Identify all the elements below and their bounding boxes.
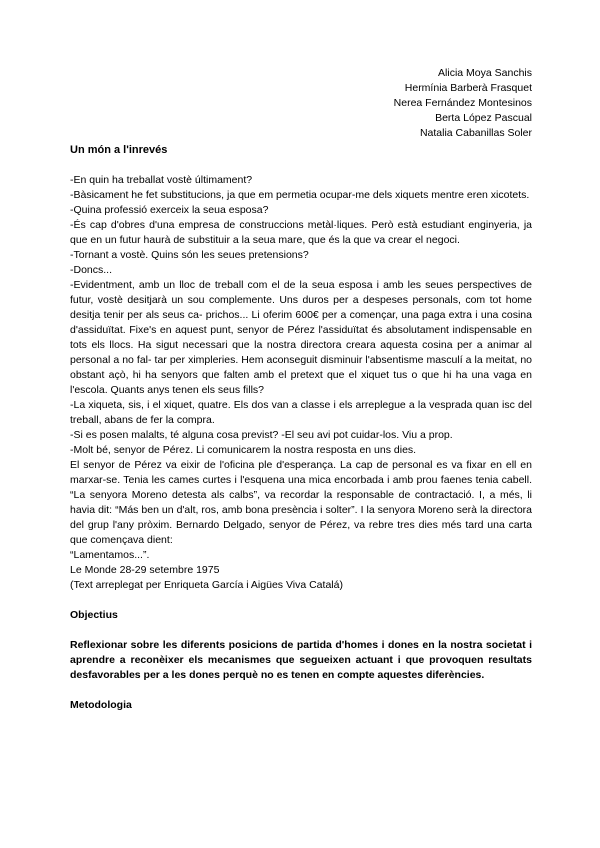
- credit-line: (Text arreplegat per Enriqueta García i Aigües Viva Catalá): [70, 579, 343, 591]
- dialogue-line: -Bàsicament he fet substitucions, ja que em permetia ocupar-me dels xiquets mentre eren xicotets.: [70, 189, 530, 201]
- document-title: Un món a l'inrevés: [70, 144, 168, 156]
- dialogue-line: -Quina professió exerceix la seua esposa?: [70, 204, 269, 216]
- dialogue-line: -Si es posen malalts, té alguna cosa previst? -El seu avi pot cuidar-los. Viu a prop.: [70, 429, 453, 441]
- section-heading-metodologia: Metodologia: [70, 699, 132, 711]
- author-name: Hermínia Barberà Frasquet: [404, 82, 532, 94]
- section-heading-objectius: Objectius: [70, 609, 118, 621]
- dialogue-line: -La xiqueta, sis, i el xiquet, quatre. Els dos van a classe i els arreplegue a la vesprada quan isc del treball, abans de fer la compra.: [70, 399, 532, 426]
- dialogue-line: -Molt bé, senyor de Pérez. Li comunicarem la nostra resposta en uns dies.: [70, 444, 417, 456]
- author-name: Nerea Fernández Montesinos: [393, 97, 532, 109]
- narrative-paragraph: El senyor de Pérez va eixir de l'oficina ple d'esperança. La cap de personal es va fixar en ell en marxar-se. Tenia les cames curtes i l'esquena una mica encorbada i amb prou faenes tenia cabell. “La senyora Moreno detesta als calbs”, va recordar la responsable de contractació. I, a més, li havia dit: “Más ben un d'alt, ros, amb bona presència i solter”. I la senyora Moreno serà la directora del grup l'any pròxim. Bernardo Delgado, senyor de Pérez, va rebre tres dies més tard una carta que començava dient:: [70, 459, 532, 546]
- author-name: Natalia Cabanillas Soler: [419, 127, 532, 139]
- quote-line: “Lamentamos...”.: [70, 549, 150, 561]
- dialogue-line: -És cap d'obres d'una empresa de construccions metàl·liques. Però està estudiant enginyeria, ja que en un futur haurà de substituir a la seua mare, que és la que va crear el negoci.: [70, 219, 532, 246]
- author-name: Alicia Moya Sanchis: [438, 67, 532, 79]
- author-name: Berta López Pascual: [435, 112, 532, 124]
- dialogue-line: -Evidentment, amb un lloc de treball com el de la seua esposa i amb les seues perspectives de futur, vostè desitjarà un sou complemente. Uns duros per a despeses personals, com tot home desitja tenir per als seus ca- prichos... Li oferim 600€ per a començar, una paga extra i una cosina d'assiduïtat. Fixe's en aquest punt, senyor de Pérez l'assiduïtat és absolutament indispensable en tots els llocs. Ha sigut necessari que la nostra directora creara aquesta cosina per a animar al personal a no fal- tar per ximpleries. Hem aconseguit disminuir l'absentisme masculí a la meitat, no obstant açò, hi ha senyors que falten amb el pretext que el xiquet tus o que hi ha una vaga en l'escola. Quants anys tenen els seus fills?: [70, 279, 532, 396]
- author-list: [70, 66, 532, 141]
- dialogue-line: -En quin ha treballat vostè últimament?: [70, 174, 253, 186]
- dialogue-line: -Tornant a vostè. Quins són les seues pretensions?: [70, 249, 309, 261]
- source-line: Le Monde 28-29 setembre 1975: [70, 564, 220, 576]
- dialogue-line: -Doncs...: [70, 264, 113, 276]
- objectius-paragraph: Reflexionar sobre les diferents posicions de partida d'homes i dones en la nostra societat i aprendre a reconèixer els mecanismes que segueixen actuant i que provoquen resultats desfavorables per a les dones perquè no es tenen en compte aquestes diferències.: [70, 639, 532, 681]
